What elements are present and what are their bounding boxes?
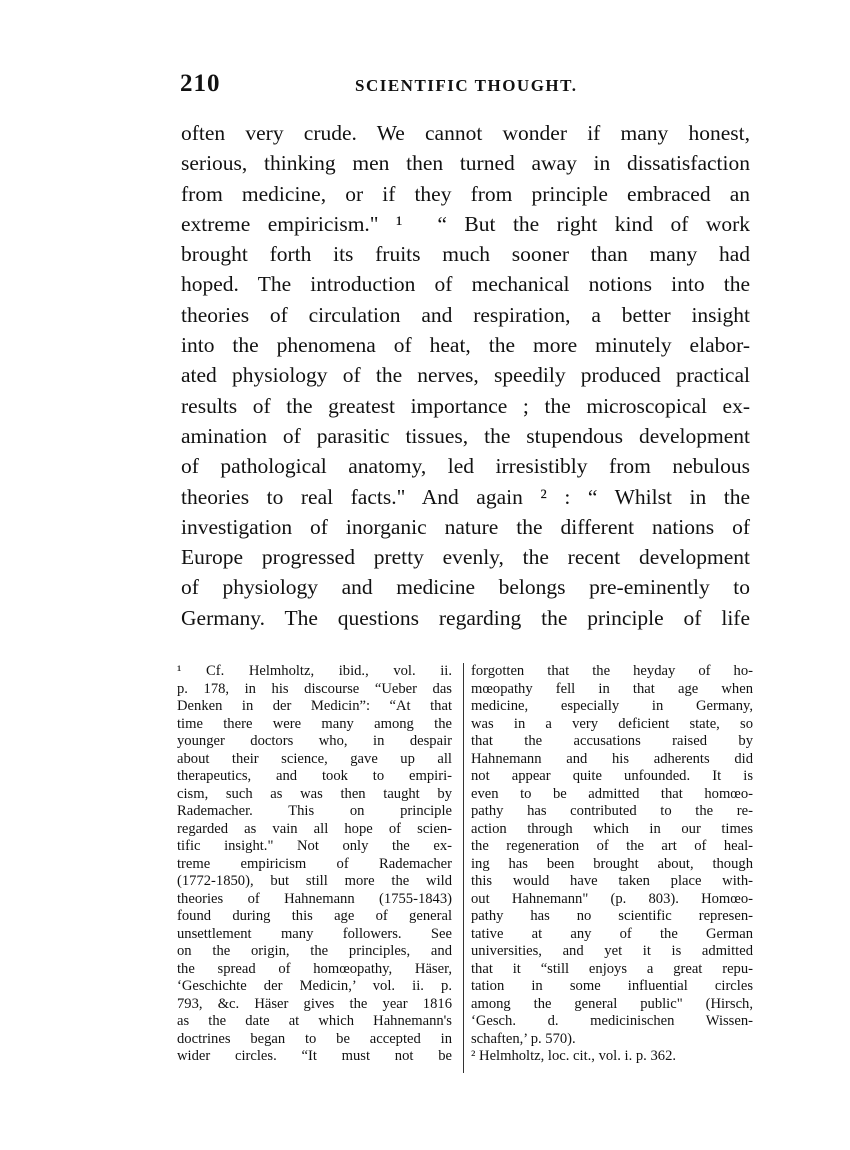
footnote-line: treme empiricism of Rademacher [177, 855, 452, 872]
footnote-line: as the date at which Hahnemann's [177, 1013, 452, 1029]
footnote-line: theories of Hahnemann (1755-1843) [177, 890, 452, 907]
footnote-line: that the accusations raised by [471, 733, 753, 749]
footnote-line: this would have taken place with- [471, 873, 753, 889]
body-line: of pathological anatomy, led irresistibly from nebulous [181, 454, 750, 479]
footnote-line: not appear quite unfounded. It is [471, 768, 753, 784]
body-line: theories to real facts." And again ² : “ Whilst in the [181, 484, 750, 509]
footnote-line: schaften,’ p. 570). [471, 1030, 576, 1047]
footnote-line: universities, and yet it is admitted [471, 943, 753, 959]
footnote-line: time there were many among the [177, 715, 452, 732]
body-line: Germany. The questions regarding the principle of life [181, 605, 750, 630]
footnote-line: on the origin, the principles, and [177, 943, 452, 959]
footnote-line: the regeneration of the art of heal- [471, 838, 753, 854]
body-line: amination of parasitic tissues, the stupendous development [181, 423, 750, 448]
body-line: brought forth its fruits much sooner than many had [181, 242, 750, 267]
footnote-line: action through which in our times [471, 820, 753, 837]
body-line: theories of circulation and respiration, a better insight [181, 302, 750, 327]
body-line: extreme empiricism." ¹ “ But the right kind of work [181, 211, 750, 236]
footnote-column-right [471, 663, 753, 1066]
footnote-column-left [177, 663, 452, 1066]
footnote-line: that it “still enjoys a great repu- [471, 960, 753, 977]
footnote-line: out Hahnemann" (p. 803). Homœo- [471, 890, 753, 907]
footnote-line: therapeutics, and took to empiri- [177, 768, 452, 784]
running-head: SCIENTIFIC THOUGHT. [355, 76, 578, 95]
body-line: into the phenomena of heat, the more minutely elabor- [181, 333, 750, 358]
footnote-line: even to be admitted that homœo- [471, 785, 753, 802]
body-line: hoped. The introduction of mechanical notions into the [181, 272, 750, 297]
footnote-line: Hahnemann and his adherents did [471, 750, 753, 767]
footnote-line: among the general public" (Hirsch, [471, 995, 753, 1012]
footnote-line: tative at any of the German [471, 925, 753, 942]
body-line: results of the greatest importance ; the microscopical ex- [181, 393, 750, 418]
body-line: often very crude. We cannot wonder if many honest, [181, 121, 750, 145]
footnote-line: tific insight." Not only the ex- [177, 838, 452, 854]
body-line: Europe progressed pretty evenly, the recent development [181, 545, 750, 570]
footnote-line: regarded as vain all hope of scien- [177, 820, 452, 837]
footnote-line: pathy has no scientific represen- [471, 908, 753, 924]
footnote-line: (1772-1850), but still more the wild [177, 873, 452, 889]
footnote-line: about their science, gave up all [177, 750, 452, 767]
footnote-line: tation in some influential circles [471, 978, 753, 994]
footnote-line: p. 178, in his discourse “Ueber das [177, 680, 452, 697]
column-divider [463, 663, 464, 1073]
body-line: from medicine, or if they from principle embraced an [181, 181, 750, 206]
footnote-line: found during this age of general [177, 908, 452, 924]
footnote-line: wider circles. “It must not be [177, 1048, 452, 1064]
footnote-line: 793, &c. Häser gives the year 1816 [177, 995, 452, 1012]
page-header [180, 70, 750, 110]
page-number: 210 [180, 70, 221, 97]
footnote-line: pathy has contributed to the re- [471, 803, 753, 819]
footnote-line: Denken in der Medicin”: “At that [177, 698, 452, 714]
footnote-line: unsettlement many followers. See [177, 925, 452, 942]
footnote-line: ‘Geschichte der Medicin,’ vol. ii. p. [177, 978, 452, 994]
footnote-line: ‘Gesch. d. medicinischen Wissen- [471, 1013, 753, 1029]
footnote-line: medicine, especially in Germany, [471, 698, 753, 714]
body-line: investigation of inorganic nature the different nations of [181, 514, 750, 539]
footnote-line: mœopathy fell in that age when [471, 680, 753, 697]
footnote-line: ¹ Cf. Helmholtz, ibid., vol. ii. [177, 663, 452, 679]
footnote-line: ² Helmholtz, loc. cit., vol. i. p. 362. [471, 1048, 677, 1064]
body-line: ated physiology of the nerves, speedily produced practical [181, 363, 750, 388]
footnote-line: cism, such as was then taught by [177, 785, 452, 802]
footnote-line: the spread of homœopathy, Häser, [177, 960, 452, 977]
footnote-line: doctrines began to be accepted in [177, 1030, 452, 1047]
footnote-line: ing has been brought about, though [471, 855, 753, 872]
body-line: of physiology and medicine belongs pre-eminently to [181, 575, 750, 600]
body-text [181, 118, 750, 633]
body-line: serious, thinking men then turned away in dissatisfaction [181, 151, 750, 176]
footnote-line: was in a very deficient state, so [471, 715, 753, 732]
footnote-line: forgotten that the heyday of ho- [471, 663, 753, 679]
footnote-line: Rademacher. This on principle [177, 803, 452, 819]
footnote-line: younger doctors who, in despair [177, 733, 452, 749]
